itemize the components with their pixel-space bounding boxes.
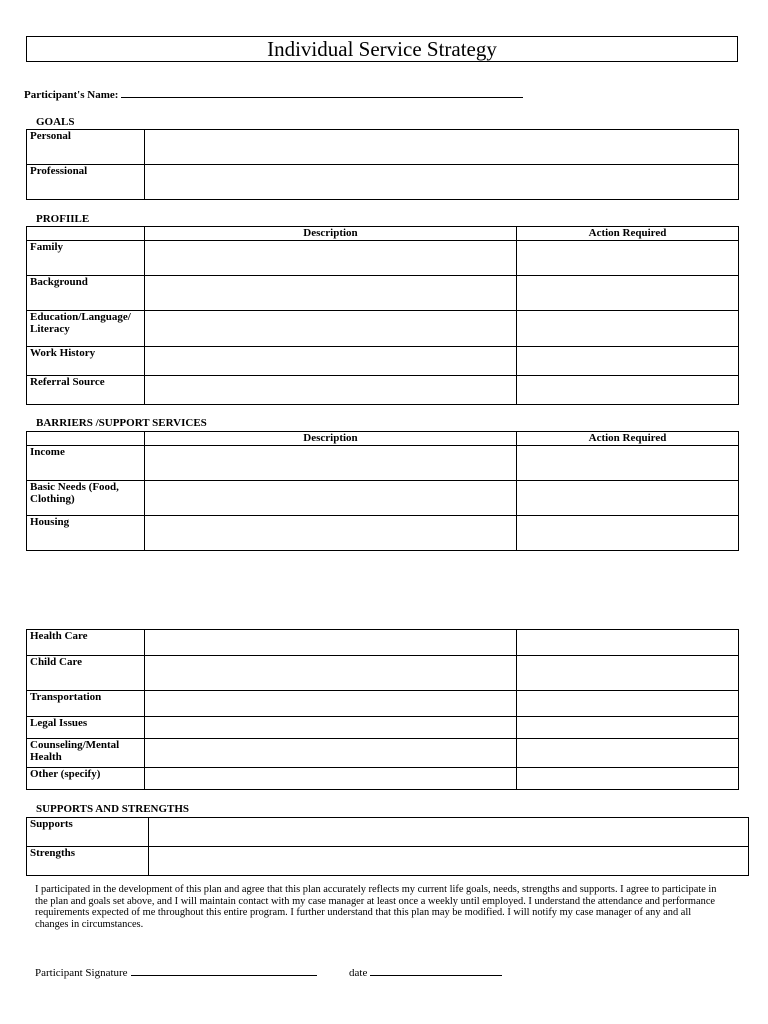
description-field[interactable] [145,739,517,768]
description-field[interactable] [145,516,517,551]
table-row [27,630,739,656]
action-field[interactable] [517,739,739,768]
table-row [27,516,739,551]
document-title: Individual Service Strategy [26,36,738,62]
barriers-label-income: Income [27,446,145,481]
supports-heading: SUPPORTS AND STRENGTHS [36,803,190,815]
action-field[interactable] [517,481,739,516]
profile-label-background: Background [27,276,145,311]
col-description: Description [145,432,517,446]
participant-name-field[interactable] [121,88,523,98]
description-field[interactable] [145,717,517,739]
table-row [27,446,739,481]
goals-personal-field[interactable] [145,130,739,165]
action-field[interactable] [517,446,739,481]
profile-label-referral-source: Referral Source [27,376,145,405]
col-description: Description [145,227,517,241]
participant-name-row [24,88,523,101]
action-field[interactable] [517,241,739,276]
goals-label-personal: Personal [27,130,145,165]
goals-professional-field[interactable] [145,165,739,200]
table-row [27,347,739,376]
supports-table [26,817,749,876]
supports-field[interactable] [149,818,749,847]
table-row [27,165,739,200]
date-row [349,966,502,979]
action-field[interactable] [517,376,739,405]
profile-label-family: Family [27,241,145,276]
barriers-table-continued [26,629,739,790]
barriers-label-counseling: Counseling/Mental Health [27,739,145,768]
col-action-required: Action Required [517,227,739,241]
table-row [27,768,739,790]
action-field[interactable] [517,656,739,691]
description-field[interactable] [145,241,517,276]
table-header-row [27,227,739,241]
table-row [27,481,739,516]
col-action-required: Action Required [517,432,739,446]
profile-heading: PROFIILE [36,213,90,225]
action-field[interactable] [517,516,739,551]
participant-signature-label: Participant Signature [35,967,128,979]
table-row [27,691,739,717]
description-field[interactable] [145,691,517,717]
description-field[interactable] [145,446,517,481]
table-row [27,847,749,876]
profile-label-education: Education/Language/ Literacy [27,311,145,347]
profile-label-work-history: Work History [27,347,145,376]
table-row [27,376,739,405]
profile-table [26,226,739,405]
barriers-heading: BARRIERS /SUPPORT SERVICES [36,417,207,429]
goals-heading: GOALS [36,116,75,128]
description-field[interactable] [145,376,517,405]
table-row [27,818,749,847]
barriers-label-health-care: Health Care [27,630,145,656]
description-field[interactable] [145,347,517,376]
table-header-row [27,432,739,446]
barriers-label-housing: Housing [27,516,145,551]
barriers-label-legal-issues: Legal Issues [27,717,145,739]
action-field[interactable] [517,691,739,717]
description-field[interactable] [145,768,517,790]
table-row [27,276,739,311]
table-row [27,311,739,347]
date-field[interactable] [370,966,502,976]
action-field[interactable] [517,311,739,347]
barriers-label-basic-needs: Basic Needs (Food, Clothing) [27,481,145,516]
participant-signature-row [35,966,317,979]
description-field[interactable] [145,656,517,691]
participant-name-label: Participant's Name: [24,89,119,101]
table-row [27,717,739,739]
description-field[interactable] [145,481,517,516]
date-label: date [349,967,368,979]
participant-signature-field[interactable] [131,966,317,976]
action-field[interactable] [517,347,739,376]
table-row [27,739,739,768]
barriers-table [26,431,739,551]
strengths-field[interactable] [149,847,749,876]
description-field[interactable] [145,276,517,311]
table-row [27,130,739,165]
table-row [27,241,739,276]
table-row [27,656,739,691]
goals-label-professional: Professional [27,165,145,200]
description-field[interactable] [145,311,517,347]
goals-table [26,129,739,200]
action-field[interactable] [517,768,739,790]
agreement-statement: I participated in the development of this plan and agree that this plan accurately reflects my current life goals, needs, strengths and supports. I agree to participate in the plan and goals set above, and I will maintain contact with my case manager at least once a weekly until employed. I understand the attendance and performance requirements expected of me throughout this entire program. I further understand that this plan may be modified. I will notify my case manager of any and all changes in circumstances. [35,884,717,931]
action-field[interactable] [517,630,739,656]
barriers-label-transportation: Transportation [27,691,145,717]
barriers-label-child-care: Child Care [27,656,145,691]
description-field[interactable] [145,630,517,656]
action-field[interactable] [517,276,739,311]
supports-label-supports: Supports [27,818,149,847]
barriers-label-other: Other (specify) [27,768,145,790]
supports-label-strengths: Strengths [27,847,149,876]
action-field[interactable] [517,717,739,739]
